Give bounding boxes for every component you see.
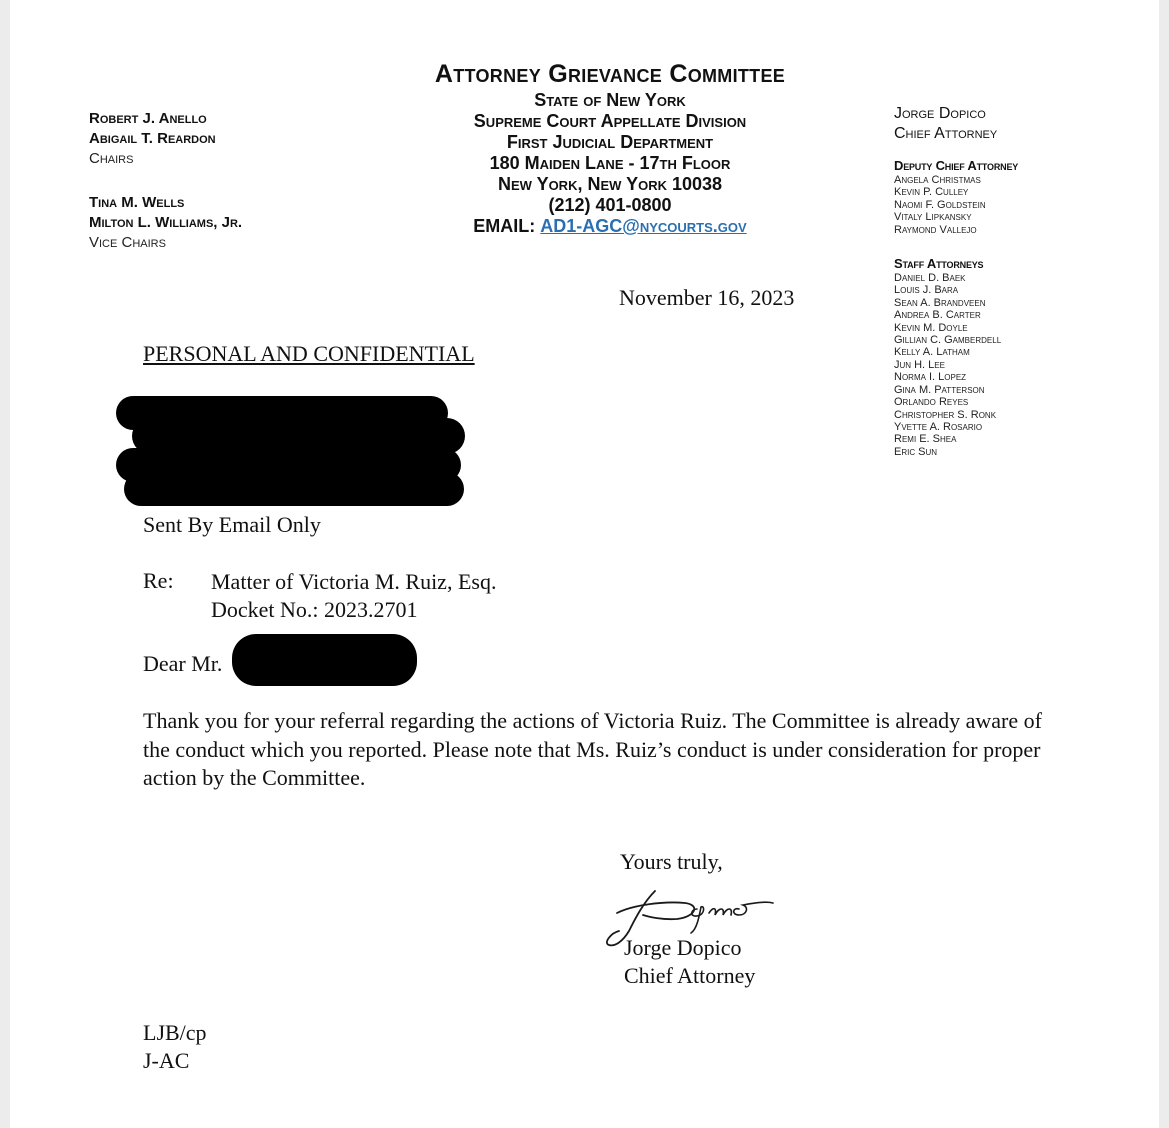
staff-name: Orlando Reyes <box>894 396 969 409</box>
deputy-name: Angela Christmas <box>894 174 981 186</box>
staff-name: Gillian C. Gamberdell <box>894 334 1002 347</box>
reference-initials <box>143 1019 207 1075</box>
redacted-recipient-name <box>232 634 417 686</box>
salutation: Dear Mr. <box>143 651 223 676</box>
re-docket: Docket No.: 2023.2701 <box>211 597 418 622</box>
staff-name: Kelly A. Latham <box>894 346 970 359</box>
letterhead-phone: (212) 401-0800 <box>548 195 672 215</box>
staff-name: Christopher S. Ronk <box>894 408 997 421</box>
staff-heading: Staff Attorneys <box>894 256 984 272</box>
staff-name: Norma I. Lopez <box>894 371 967 384</box>
staff-name: Kevin M. Doyle <box>894 321 968 334</box>
initials-line: J-AC <box>143 1048 190 1073</box>
letterhead-line: New York, New York 10038 <box>497 174 723 194</box>
staff-directory <box>894 104 1018 458</box>
re-label: Re: <box>143 568 174 593</box>
staff-name: Sean A. Brandveen <box>894 296 986 309</box>
vice-chairs-role: Vice Chairs <box>89 234 166 251</box>
letterhead-address <box>350 90 870 237</box>
vice-chair-name: Milton L. Williams, Jr. <box>89 214 243 231</box>
re-block <box>211 568 496 624</box>
chairs-block <box>89 109 216 169</box>
closing: Yours truly, <box>620 849 723 874</box>
staff-name: Yvette A. Rosario <box>894 420 983 433</box>
deputy-name: Kevin P. Culley <box>894 186 969 199</box>
chief-role: Chief Attorney <box>894 125 998 142</box>
deputy-name: Raymond Vallejo <box>894 223 977 236</box>
chair-name: Robert J. Anello <box>89 110 207 127</box>
vice-chair-name: Tina M. Wells <box>89 194 185 211</box>
vice-chairs-block <box>89 193 242 253</box>
staff-name: Jun H. Lee <box>894 358 945 371</box>
confidential-heading: PERSONAL AND CONFIDENTIAL <box>143 341 475 366</box>
letterhead-line: Supreme Court Appellate Division <box>473 111 747 131</box>
chairs-role: Chairs <box>89 150 134 167</box>
letterhead-email-line <box>350 216 870 237</box>
deputy-name: Naomi F. Goldstein <box>894 198 986 211</box>
deputy-heading: Deputy Chief Attorney <box>894 158 1019 173</box>
staff-name: Louis J. Bara <box>894 284 959 297</box>
staff-name: Daniel D. Baek <box>894 272 966 285</box>
signer-name: Jorge Dopico <box>624 935 742 960</box>
staff-name: Gina M. Patterson <box>894 383 985 396</box>
letter-body: Thank you for your referral regarding the actions of Victoria Ruiz. The Committee is already aware of the conduct which you reported. Please note that Ms. Ruiz’s conduct is under consideration for proper action by the Committee. <box>143 708 1042 790</box>
committee-title: Attorney Grievance Committee <box>434 60 786 88</box>
email-label: EMAIL: <box>473 216 541 236</box>
letter-page <box>10 0 1159 1128</box>
deputy-name: Vitaly Lipkansky <box>894 211 972 224</box>
letterhead-line: State of New York <box>534 90 686 110</box>
email-link[interactable]: AD1-AGC@nycourts.gov <box>540 216 747 236</box>
signer-block <box>624 934 755 990</box>
chair-name: Abigail T. Reardon <box>89 130 216 147</box>
staff-name: Remi E. Shea <box>894 433 957 446</box>
deputy-list <box>894 174 1018 236</box>
re-matter: Matter of Victoria M. Ruiz, Esq. <box>211 569 497 594</box>
staff-name: Andrea B. Carter <box>894 309 981 322</box>
letterhead-line: 180 Maiden Lane - 17th Floor <box>489 153 731 173</box>
staff-name: Eric Sun <box>894 445 938 458</box>
letter-date: November 16, 2023 <box>619 285 795 310</box>
delivery-method: Sent By Email Only <box>143 512 321 537</box>
staff-list <box>894 272 1018 458</box>
initials-line: LJB/cp <box>143 1020 207 1045</box>
signer-title: Chief Attorney <box>624 963 756 988</box>
chief-name: Jorge Dopico <box>894 105 986 122</box>
letterhead-line: First Judicial Department <box>506 132 714 152</box>
